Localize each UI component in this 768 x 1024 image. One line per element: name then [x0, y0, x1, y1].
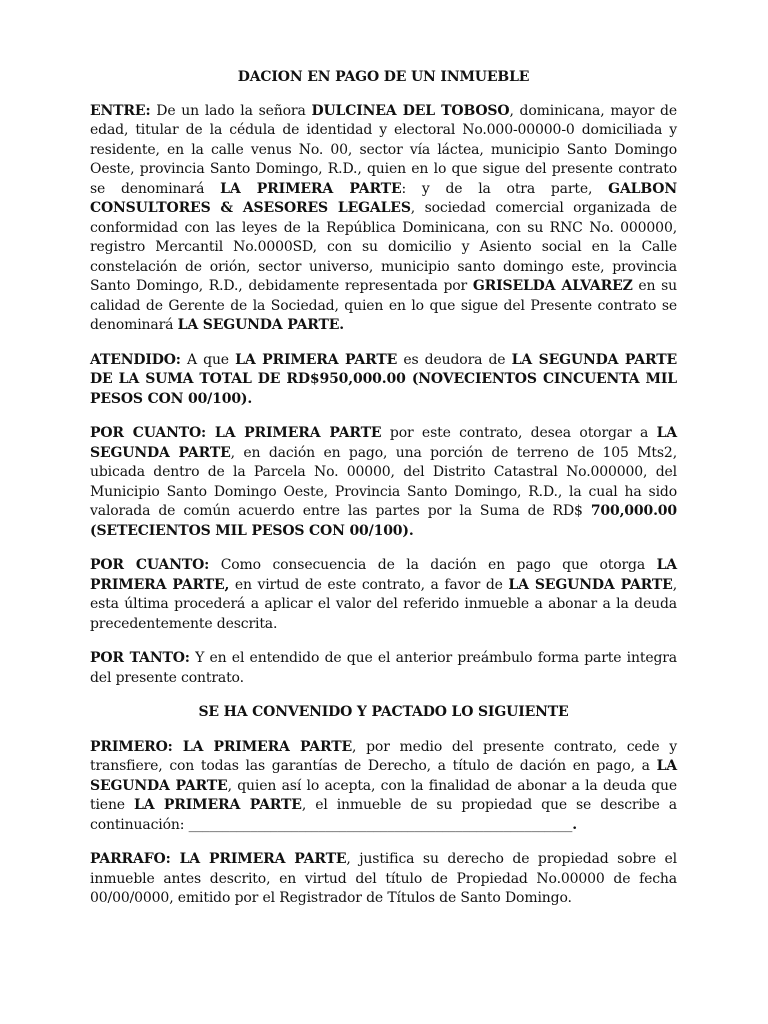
bold-text: ENTRE: — [90, 102, 151, 119]
bold-text: LA SEGUNDA PARTE. — [177, 317, 345, 333]
text-run: , quien así lo acepta, con la finalidad de abonar a la deuda que tiene — [90, 777, 677, 813]
text-run: , esta última procederá a aplicar el valor del referido inmueble a abonar a la deuda precedentemente descrita. — [90, 576, 677, 632]
text-run: en su calidad de Gerente de la Sociedad, quien en lo que sigue del Presente contrato se denominará — [90, 278, 678, 333]
paragraph-entre — [90, 102, 677, 336]
bold-text: LA SEGUNDA PARTE — [508, 576, 673, 593]
bold-text: ATENDIDO: — [90, 351, 181, 368]
bold-text: LA SEGUNDA PARTE DE LA SUMA TOTAL DE RD$950,000.00 (NOVECIENTOS CINCUENTA MIL PESOS CON 00/100). — [90, 351, 677, 407]
text-run: , el inmueble de su propiedad que se describe a continuación: ________________________________________________________ — [90, 797, 678, 833]
bold-text: LA PRIMERA PARTE, — [90, 557, 677, 593]
bold-text: POR TANTO: — [90, 650, 190, 666]
text-run: , en dación en pago, una porción de terreno de 105 Mts2, ubicada dentro de la Parcela No. 00000, del Distrito Catastral No.000000, del Municipio Santo Domingo Oeste, Provincia Santo Domingo, R.D., la cual ha sido valorada de común acuerdo entre las partes por la Suma de RD$ — [90, 444, 677, 519]
text-run: A que — [180, 351, 236, 368]
bold-text: LA SEGUNDA PARTE — [90, 758, 677, 794]
document-title: DACION EN PAGO DE UN INMUEBLE — [237, 69, 530, 85]
text-run: Como consecuencia de la dación en pago que otorga — [209, 557, 657, 573]
bold-text: LA PRIMERA PARTE — [235, 351, 398, 368]
bold-text: . — [572, 816, 577, 833]
text-run: , dominicana, mayor de edad, titular de la cédula de identidad y electoral No.000-00000-0 domiciliada y residente, en la calle venus No. 00, sector vía láctea, municipio Santo Domingo Oeste, provincia Santo Domingo, R.D., quien en lo que sigue del presente contrato se denominará — [90, 102, 678, 197]
clause-parrafo — [90, 850, 677, 909]
text-run: De un lado la señora — [150, 102, 312, 119]
bold-text: LA PRIMERA PARTE — [134, 797, 302, 813]
bold-text: 700,000.00 (SETECIENTOS MIL PESOS CON 00/100). — [90, 503, 677, 539]
paragraph-atendido — [90, 351, 677, 410]
section-title: SE HA CONVENIDO Y PACTADO LO SIGUIENTE — [198, 704, 569, 720]
paragraph-por-cuanto-1 — [90, 424, 677, 541]
text-run: , por medio del presente contrato, cede y transfiere, con todas las garantías de Derecho, a título de dación en pago, a — [90, 738, 677, 774]
bold-text: DULCINEA DEL TOBOSO — [311, 102, 510, 119]
bold-text: POR CUANTO: — [90, 557, 210, 573]
bold-text: PRIMERO: LA PRIMERA PARTE — [90, 738, 353, 755]
bold-text: PARRAFO: LA PRIMERA PARTE — [90, 851, 347, 867]
text-run: en virtud de este contrato, a favor de — [229, 576, 509, 593]
text-run: , sociedad comercial organizada de conformidad con las leyes de la República Dominicana, con su RNC No. 000000, registro Mercantil No.0000SD, con su domicilio y Asiento social en la Calle constelación de orión, sector universo, municipio santo domingo este, provincia Santo Domingo, R.D., debidamente representada por — [90, 200, 677, 294]
text-run: es deudora de — [397, 351, 512, 368]
bold-text: GRISELDA ALVAREZ — [472, 278, 633, 294]
paragraph-por-cuanto-2 — [90, 556, 677, 634]
paragraph-por-tanto — [90, 649, 677, 688]
clauses — [90, 738, 677, 909]
bold-text: LA PRIMERA PARTE — [220, 180, 402, 197]
bold-text: POR CUANTO: LA PRIMERA PARTE — [90, 425, 382, 441]
text-run: , justifica su derecho de propiedad sobre el inmueble antes descrito, en virtud del título de Propiedad No.00000 de fecha 00/00/0000, emitido por el Registrador de Títulos de Santo Domingo. — [90, 851, 677, 906]
text-run: por este contrato, desea otorgar a — [381, 425, 657, 441]
bold-text: GALBON CONSULTORES & ASESORES LEGALES — [90, 180, 678, 216]
clause-primero — [90, 738, 677, 836]
text-run: Y en el entendido de que el anterior preámbulo forma parte integra del presente contrato. — [90, 650, 678, 686]
preamble — [90, 102, 677, 689]
document-page — [90, 68, 677, 924]
text-run: : y de la otra parte, — [401, 180, 609, 197]
bold-text: LA SEGUNDA PARTE — [90, 425, 677, 461]
